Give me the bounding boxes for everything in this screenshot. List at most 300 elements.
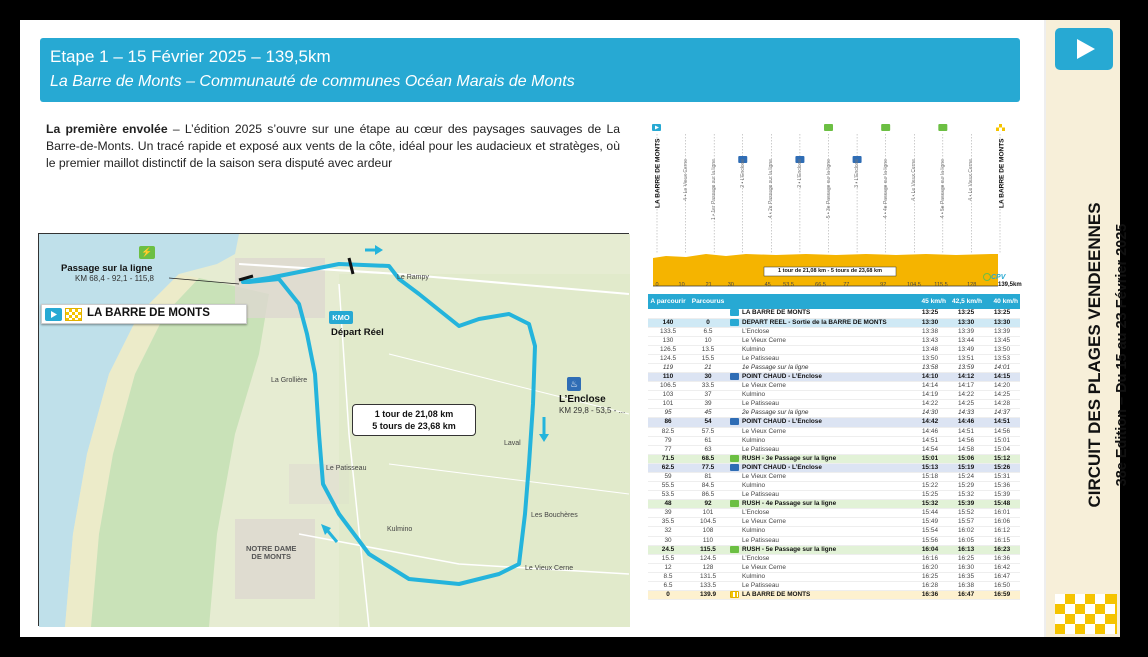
start-flag-icon xyxy=(45,308,62,321)
cell-parcourus: 133.5 xyxy=(688,581,728,590)
cell-time-45: 16:36 xyxy=(912,590,948,599)
cell-a-parcourir: 140 xyxy=(648,318,688,327)
cell-parcourus: 84.5 xyxy=(688,482,728,491)
start-banner xyxy=(41,304,247,324)
cell-time-42: 14:51 xyxy=(948,427,984,436)
cell-icon xyxy=(728,436,740,445)
profile-waypoint-label: 1 • 1er Passage sur la ligne xyxy=(711,159,718,220)
place-laval: Laval xyxy=(504,440,521,447)
cell-label: POINT CHAUD - L’Enclose xyxy=(740,372,912,381)
depart-reel-label: Départ Réel xyxy=(331,327,384,338)
col-45kmh: 45 km/h xyxy=(912,294,948,309)
cell-label: Le Patisseau xyxy=(740,445,912,454)
cell-parcourus: 57.5 xyxy=(688,427,728,436)
cell-time-45: 14:10 xyxy=(912,372,948,381)
page xyxy=(20,20,1130,637)
cell-parcourus: 77.5 xyxy=(688,463,728,472)
cell-time-45: 15:18 xyxy=(912,473,948,482)
cell-a-parcourir: 35.5 xyxy=(648,518,688,527)
cell-time-45: 15:44 xyxy=(912,509,948,518)
cell-time-45: 15:56 xyxy=(912,536,948,545)
cell-icon xyxy=(728,409,740,418)
profile-km-tick: 45 xyxy=(764,282,771,288)
cell-time-40: 16:01 xyxy=(984,509,1020,518)
cell-parcourus: 13.5 xyxy=(688,345,728,354)
event-band xyxy=(1044,20,1130,637)
cell-label: RUSH - 4e Passage sur la ligne xyxy=(740,500,912,509)
cell-time-45: 16:04 xyxy=(912,545,948,554)
cell-icon xyxy=(728,500,740,509)
profile-waypoint-label: 3 • L’Enclose xyxy=(854,159,861,188)
cell-time-45: 15:13 xyxy=(912,463,948,472)
profile-waypoint-label: 4 • Le Vieux Cerne xyxy=(911,159,918,201)
cell-icon xyxy=(728,554,740,563)
cell-time-40: 14:28 xyxy=(984,400,1020,409)
place-kulmino: Kulmino xyxy=(387,526,413,533)
cell-time-45: 15:49 xyxy=(912,518,948,527)
table-row xyxy=(648,491,1020,500)
profile-waypoint-label: 2 • L’Enclose xyxy=(739,159,746,188)
cell-icon xyxy=(728,327,740,336)
table-row xyxy=(648,509,1020,518)
cell-parcourus: 92 xyxy=(688,500,728,509)
cell-icon xyxy=(728,545,740,554)
cell-a-parcourir: 126.5 xyxy=(648,345,688,354)
cell-time-42: 14:58 xyxy=(948,445,984,454)
band-title-line2: 38e Edition – Du 15 au 23 Février 2025 xyxy=(1114,223,1130,487)
cell-time-40: 16:23 xyxy=(984,545,1020,554)
cell-time-42: 16:47 xyxy=(948,590,984,599)
cell-parcourus: 10 xyxy=(688,336,728,345)
kmo-icon xyxy=(730,319,739,326)
cell-label: Kulmino xyxy=(740,572,912,581)
cell-time-45: 13:38 xyxy=(912,327,948,336)
cell-time-40: 15:36 xyxy=(984,482,1020,491)
cell-icon xyxy=(728,581,740,590)
stage-title: Etape 1 – 15 Février 2025 – 139,5km xyxy=(50,47,331,66)
profile-waypoint-label: 4 • Le Vieux Cerne xyxy=(682,159,689,201)
cell-a-parcourir: 24.5 xyxy=(648,545,688,554)
table-row xyxy=(648,382,1020,391)
table-row xyxy=(648,354,1020,363)
cell-label: Le Vieux Cerne xyxy=(740,473,912,482)
finish-icon xyxy=(730,591,739,598)
cell-time-42: 14:12 xyxy=(948,372,984,381)
climb-icon xyxy=(730,418,739,425)
table-row xyxy=(648,391,1020,400)
cell-icon xyxy=(728,509,740,518)
cell-icon xyxy=(728,527,740,536)
checkered-flag-icon xyxy=(1055,594,1117,634)
cell-label: Kulmino xyxy=(740,391,912,400)
cell-a-parcourir: 101 xyxy=(648,400,688,409)
cell-time-40: 14:01 xyxy=(984,363,1020,372)
cell-label: LA BARRE DE MONTS xyxy=(740,309,912,318)
cell-parcourus: 110 xyxy=(688,536,728,545)
cell-parcourus: 104.5 xyxy=(688,518,728,527)
cell-time-45: 14:14 xyxy=(912,382,948,391)
cell-icon xyxy=(728,482,740,491)
loop-info-box: 1 tour de 21,08 km 5 tours de 23,68 km xyxy=(352,404,476,436)
cell-parcourus: 101 xyxy=(688,509,728,518)
cell-time-42: 16:13 xyxy=(948,545,984,554)
cell-icon xyxy=(728,336,740,345)
cell-time-45: 13:30 xyxy=(912,318,948,327)
cell-time-42: 13:25 xyxy=(948,309,984,318)
cell-label: L’Enclose xyxy=(740,509,912,518)
cell-label: POINT CHAUD - L’Enclose xyxy=(740,418,912,427)
cell-time-45: 15:25 xyxy=(912,491,948,500)
cell-icon xyxy=(728,473,740,482)
profile-waypoint-label: 4 • 5e Passage sur la ligne xyxy=(939,159,946,219)
cell-time-42: 16:02 xyxy=(948,527,984,536)
elevation-profile xyxy=(646,120,1030,290)
cell-time-40: 15:31 xyxy=(984,473,1020,482)
profile-loop-text: 1 tour de 21,08 km - 5 tours de 23,68 km xyxy=(778,268,882,274)
cell-time-45: 15:32 xyxy=(912,500,948,509)
cell-label: DEPART REEL - Sortie de la BARRE DE MONTS xyxy=(740,318,912,327)
cell-parcourus: 115.5 xyxy=(688,545,728,554)
cell-time-40: 16:15 xyxy=(984,536,1020,545)
profile-km-tick: 21 xyxy=(705,282,712,288)
cell-time-40: 16:47 xyxy=(984,572,1020,581)
profile-end-km: 139,5km xyxy=(998,282,1022,288)
cell-icon xyxy=(728,491,740,500)
cell-parcourus: 131.5 xyxy=(688,572,728,581)
cell-time-42: 15:24 xyxy=(948,473,984,482)
place-la-grolliere: La Grollière xyxy=(271,377,308,384)
cell-parcourus: 45 xyxy=(688,409,728,418)
cell-label: Le Vieux Cerne xyxy=(740,427,912,436)
cell-a-parcourir xyxy=(648,309,688,318)
cell-time-40: 16:36 xyxy=(984,554,1020,563)
profile-start-label: LA BARRE DE MONTS xyxy=(654,138,662,208)
profile-km-tick: 104.5 xyxy=(907,282,921,288)
timetable-header xyxy=(648,294,1020,309)
cell-label: Le Vieux Cerne xyxy=(740,382,912,391)
cell-parcourus: 0 xyxy=(688,318,728,327)
cell-a-parcourir: 77 xyxy=(648,445,688,454)
cell-time-42: 15:29 xyxy=(948,482,984,491)
cell-a-parcourir: 8.5 xyxy=(648,572,688,581)
cell-time-42: 14:17 xyxy=(948,382,984,391)
table-row xyxy=(648,318,1020,327)
cell-icon xyxy=(728,400,740,409)
cell-icon xyxy=(728,463,740,472)
cell-time-42: 15:52 xyxy=(948,509,984,518)
place-les-boucheres: Les Bouchères xyxy=(531,512,578,519)
cell-a-parcourir: 32 xyxy=(648,527,688,536)
cell-time-42: 14:56 xyxy=(948,436,984,445)
cell-icon xyxy=(728,309,740,318)
profile-waypoint-label: 4 • 2e Passage sur la ligne xyxy=(768,159,775,219)
col-parcourus: Parcourus xyxy=(688,294,728,309)
timetable xyxy=(648,294,1020,600)
cell-icon xyxy=(728,427,740,436)
cell-a-parcourir: 6.5 xyxy=(648,581,688,590)
cell-label: Le Vieux Cerne xyxy=(740,518,912,527)
cell-time-45: 13:43 xyxy=(912,336,948,345)
cell-label: L’Enclose xyxy=(740,327,912,336)
cell-parcourus: 21 xyxy=(688,363,728,372)
cell-parcourus: 68.5 xyxy=(688,454,728,463)
profile-km-tick: 30 xyxy=(727,282,734,288)
cell-time-40: 13:50 xyxy=(984,345,1020,354)
profile-waypoint-label: 5 • 3e Passage sur la ligne xyxy=(825,159,832,219)
table-row xyxy=(648,363,1020,372)
cell-time-45: 15:54 xyxy=(912,527,948,536)
cell-icon xyxy=(728,372,740,381)
cell-label: RUSH - 5e Passage sur la ligne xyxy=(740,545,912,554)
cell-icon xyxy=(728,572,740,581)
cell-label: Kulmino xyxy=(740,436,912,445)
cpv-logo: CPV xyxy=(983,273,1005,281)
cell-parcourus: 86.5 xyxy=(688,491,728,500)
stage-header xyxy=(40,38,1020,102)
table-row xyxy=(648,427,1020,436)
place-le-vieux-cerne: Le Vieux Cerne xyxy=(525,565,574,572)
cell-a-parcourir: 110 xyxy=(648,372,688,381)
cell-time-45: 13:25 xyxy=(912,309,948,318)
sprint-icon xyxy=(730,500,739,507)
cell-icon xyxy=(728,363,740,372)
cell-a-parcourir: 12 xyxy=(648,563,688,572)
table-row xyxy=(648,454,1020,463)
cell-parcourus: 33.5 xyxy=(688,382,728,391)
cell-time-40: 14:51 xyxy=(984,418,1020,427)
cell-parcourus: 6.5 xyxy=(688,327,728,336)
enclose-km: KM 29,8 - 53,5 - ... xyxy=(559,406,626,415)
stage-subtitle: La Barre de Monts – Communauté de communes Océan Marais de Monts xyxy=(50,73,575,90)
table-row xyxy=(648,309,1020,318)
cell-icon xyxy=(728,354,740,363)
cell-time-42: 15:39 xyxy=(948,500,984,509)
cell-time-40: 16:06 xyxy=(984,518,1020,527)
profile-km-tick: 77 xyxy=(843,282,850,288)
cell-time-40: 15:48 xyxy=(984,500,1020,509)
profile-km-tick: 66.5 xyxy=(815,282,826,288)
cell-time-45: 13:58 xyxy=(912,363,948,372)
cell-label: Le Vieux Cerne xyxy=(740,563,912,572)
table-row xyxy=(648,473,1020,482)
cell-parcourus: 139.9 xyxy=(688,590,728,599)
cell-time-45: 16:16 xyxy=(912,554,948,563)
cell-label: LA BARRE DE MONTS xyxy=(740,590,912,599)
cell-label: L’Enclose xyxy=(740,554,912,563)
table-row xyxy=(648,482,1020,491)
cell-label: Le Patisseau xyxy=(740,491,912,500)
sprint-icon xyxy=(730,546,739,553)
profile-km-tick: 92 xyxy=(880,282,887,288)
cell-time-45: 14:46 xyxy=(912,427,948,436)
cell-time-40: 13:30 xyxy=(984,318,1020,327)
profile-km-tick: 10 xyxy=(678,282,685,288)
cell-icon xyxy=(728,418,740,427)
table-row xyxy=(648,572,1020,581)
cell-label: RUSH - 3e Passage sur la ligne xyxy=(740,454,912,463)
cell-icon xyxy=(728,382,740,391)
cell-time-40: 14:25 xyxy=(984,391,1020,400)
table-row xyxy=(648,545,1020,554)
cell-label: Kulmino xyxy=(740,527,912,536)
sprint-icon xyxy=(824,124,833,131)
cell-time-40: 15:12 xyxy=(984,454,1020,463)
cell-label: Kulmino xyxy=(740,345,912,354)
cell-a-parcourir: 62.5 xyxy=(648,463,688,472)
cell-a-parcourir: 15.5 xyxy=(648,554,688,563)
cell-label: Kulmino xyxy=(740,482,912,491)
cell-a-parcourir: 130 xyxy=(648,336,688,345)
cell-label: Le Patisseau xyxy=(740,354,912,363)
profile-km-tick: 53.5 xyxy=(783,282,794,288)
cell-icon xyxy=(728,345,740,354)
table-row xyxy=(648,409,1020,418)
cell-time-42: 15:19 xyxy=(948,463,984,472)
cell-label: Le Patisseau xyxy=(740,581,912,590)
profile-waypoint-label: 4 • Le Vieux Cerne xyxy=(968,159,975,201)
cell-time-40: 15:39 xyxy=(984,491,1020,500)
logo-icon xyxy=(983,273,991,281)
cell-icon xyxy=(728,536,740,545)
profile-km-tick: 128 xyxy=(967,282,977,288)
sprint-title: Passage sur la ligne xyxy=(61,263,153,274)
table-row xyxy=(648,327,1020,336)
route-map xyxy=(38,233,629,626)
profile-finish-label: LA BARRE DE MONTS xyxy=(998,138,1006,208)
cell-time-45: 14:19 xyxy=(912,391,948,400)
table-row xyxy=(648,581,1020,590)
cell-time-45: 16:28 xyxy=(912,581,948,590)
cell-a-parcourir: 82.5 xyxy=(648,427,688,436)
table-row xyxy=(648,590,1020,599)
cell-time-42: 16:38 xyxy=(948,581,984,590)
intro-text: – L’édition 2025 s’ouvre sur une étape au cœur des paysages sauvages de La Barre-de-Monts. Un tracé rapide et exposé aux vents de la côte, idéal pour les audacieux et stratèges, où le premier maillot distinctif de la saison sera disputé avec ardeur xyxy=(46,122,621,170)
cell-time-42: 15:06 xyxy=(948,454,984,463)
enclose-title: L’Enclose xyxy=(559,394,606,405)
cell-icon xyxy=(728,318,740,327)
cell-time-40: 15:04 xyxy=(984,445,1020,454)
cell-time-40: 13:53 xyxy=(984,354,1020,363)
cell-label: 2e Passage sur la ligne xyxy=(740,409,912,418)
cell-a-parcourir: 119 xyxy=(648,363,688,372)
cell-time-42: 13:59 xyxy=(948,363,984,372)
col-40kmh: 40 km/h xyxy=(984,294,1020,309)
col-a-parcourir: A parcourir xyxy=(648,294,688,309)
cell-time-42: 14:46 xyxy=(948,418,984,427)
cell-a-parcourir: 59 xyxy=(648,473,688,482)
cell-icon xyxy=(728,590,740,599)
sprint-icon xyxy=(730,455,739,462)
table-row xyxy=(648,554,1020,563)
table-row xyxy=(648,445,1020,454)
table-row xyxy=(648,436,1020,445)
cell-a-parcourir: 53.5 xyxy=(648,491,688,500)
sprint-icon xyxy=(881,124,890,131)
table-row xyxy=(648,400,1020,409)
cell-time-45: 13:50 xyxy=(912,354,948,363)
cell-time-45: 14:30 xyxy=(912,409,948,418)
cell-time-45: 16:20 xyxy=(912,563,948,572)
cell-time-42: 14:22 xyxy=(948,391,984,400)
cell-parcourus xyxy=(688,309,728,318)
cell-time-45: 15:01 xyxy=(912,454,948,463)
place-le-patisseau: Le Patisseau xyxy=(326,465,367,472)
cell-a-parcourir: 103 xyxy=(648,391,688,400)
cell-time-45: 14:54 xyxy=(912,445,948,454)
cell-time-40: 14:20 xyxy=(984,382,1020,391)
table-row xyxy=(648,500,1020,509)
cell-a-parcourir: 55.5 xyxy=(648,482,688,491)
cell-time-42: 16:30 xyxy=(948,563,984,572)
cell-time-42: 16:25 xyxy=(948,554,984,563)
table-row xyxy=(648,518,1020,527)
cell-parcourus: 37 xyxy=(688,391,728,400)
cell-time-42: 13:51 xyxy=(948,354,984,363)
climb-icon xyxy=(730,373,739,380)
cell-parcourus: 128 xyxy=(688,563,728,572)
cell-icon xyxy=(728,445,740,454)
cell-time-45: 14:22 xyxy=(912,400,948,409)
table-row xyxy=(648,336,1020,345)
cell-label: 1e Passage sur la ligne xyxy=(740,363,912,372)
stage-intro xyxy=(46,121,620,172)
band-title-line1: CIRCUIT DES PLAGES VENDEENNES xyxy=(1085,202,1104,508)
cell-time-45: 14:42 xyxy=(912,418,948,427)
cell-time-42: 15:57 xyxy=(948,518,984,527)
cell-time-42: 13:49 xyxy=(948,345,984,354)
table-row xyxy=(648,463,1020,472)
place-notre-dame-de-monts: NOTRE DAME DE MONTS xyxy=(246,544,297,561)
cell-time-42: 13:30 xyxy=(948,318,984,327)
profile-km-tick: 0 xyxy=(655,282,659,288)
profile-waypoint-label: 2 • L’Enclose xyxy=(796,159,803,188)
table-row xyxy=(648,563,1020,572)
cell-label: Le Patisseau xyxy=(740,536,912,545)
cell-time-45: 13:48 xyxy=(912,345,948,354)
cell-time-40: 13:25 xyxy=(984,309,1020,318)
profile-km-tick: 115.5 xyxy=(934,282,948,288)
cell-a-parcourir: 95 xyxy=(648,409,688,418)
cell-parcourus: 39 xyxy=(688,400,728,409)
cell-parcourus: 30 xyxy=(688,372,728,381)
climb-icon xyxy=(730,464,739,471)
cell-parcourus: 54 xyxy=(688,418,728,427)
kmo-badge: KMO xyxy=(329,311,353,324)
cell-time-42: 16:05 xyxy=(948,536,984,545)
cell-parcourus: 15.5 xyxy=(688,354,728,363)
cell-a-parcourir: 0 xyxy=(648,590,688,599)
cell-time-40: 15:26 xyxy=(984,463,1020,472)
cell-time-40: 16:50 xyxy=(984,581,1020,590)
cell-time-45: 15:22 xyxy=(912,482,948,491)
table-row xyxy=(648,345,1020,354)
cell-time-40: 14:56 xyxy=(984,427,1020,436)
sprint-icon: ⚡ xyxy=(139,246,155,259)
cell-parcourus: 81 xyxy=(688,473,728,482)
cell-parcourus: 63 xyxy=(688,445,728,454)
cell-a-parcourir: 86 xyxy=(648,418,688,427)
cell-time-42: 15:32 xyxy=(948,491,984,500)
cell-a-parcourir: 106.5 xyxy=(648,382,688,391)
cell-time-40: 14:37 xyxy=(984,409,1020,418)
cell-parcourus: 61 xyxy=(688,436,728,445)
cell-icon xyxy=(728,454,740,463)
cell-label: Le Patisseau xyxy=(740,400,912,409)
cell-time-40: 15:01 xyxy=(984,436,1020,445)
cell-a-parcourir: 71.5 xyxy=(648,454,688,463)
table-row xyxy=(648,418,1020,427)
table-row xyxy=(648,372,1020,381)
